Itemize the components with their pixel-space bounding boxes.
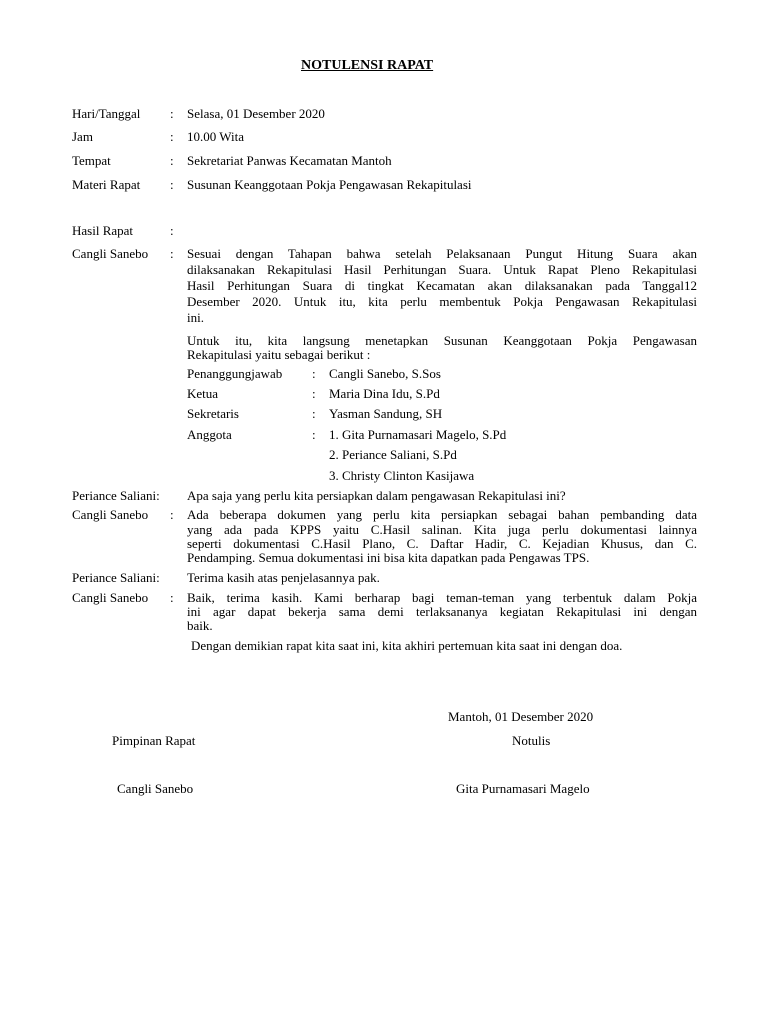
dialogue-line: Rekapitulasi yaitu sebagai berikut : <box>187 347 371 362</box>
pokja-role: Anggota <box>187 427 232 442</box>
signature-right-name: Gita Purnamasari Magelo <box>456 781 590 796</box>
dialogue-line: Desember 2020. Untuk itu, kita perlu membentuk Pokja Pengawasan Rekapitulasi <box>187 294 697 309</box>
signature-right-title: Notulis <box>512 733 551 748</box>
speaker-name: Periance Saliani: <box>72 570 160 585</box>
info-label-topic: Materi Rapat <box>72 177 141 192</box>
pokja-name: Cangli Sanebo, S.Sos <box>329 366 441 381</box>
info-value-topic: Susunan Keanggotaan Pokja Pengawasan Rekapitulasi <box>187 177 472 192</box>
info-label-time: Jam <box>72 129 93 144</box>
info-colon: : <box>170 153 174 168</box>
dialogue-line: Apa saja yang perlu kita persiapkan dalam pengawasan Rekapitulasi ini? <box>187 488 566 503</box>
info-colon: : <box>170 177 174 192</box>
pokja-name: 1. Gita Purnamasari Magelo, S.Pd <box>329 427 507 442</box>
speaker-colon: : <box>170 590 174 605</box>
pokja-role: Sekretaris <box>187 406 239 421</box>
info-label-place: Tempat <box>72 153 111 168</box>
dialogue-line: dilaksanakan Rekapitulasi Hasil Perhitungan Suara. Untuk Rapat Pleno Rekapitulasi <box>187 262 697 277</box>
signature-left-title: Pimpinan Rapat <box>112 733 196 748</box>
dialogue-line: seperti dokumentasi C.Hasil Plano, C. Daftar Hadir, C. Kejadian Khusus, dan C. <box>187 536 697 551</box>
results-colon: : <box>170 223 174 238</box>
dialogue-line: Pendamping. Semua dokumentasi ini bisa kita dapatkan pada Pengawas TPS. <box>187 550 590 565</box>
dialogue-line: baik. <box>187 618 213 633</box>
speaker-name: Periance Saliani: <box>72 488 160 503</box>
pokja-colon: : <box>312 406 316 421</box>
pokja-colon: : <box>312 427 316 442</box>
pokja-role: Penanggungjawab <box>187 366 283 381</box>
dialogue-line: ini agar dapat bekerja sama demi terlaksananya kegiatan Rekapitulasi ini dengan <box>187 604 697 619</box>
signature-place-date: Mantoh, 01 Desember 2020 <box>448 709 594 724</box>
info-value-date: Selasa, 01 Desember 2020 <box>187 106 325 121</box>
info-colon: : <box>170 106 174 121</box>
speaker-name: Cangli Sanebo <box>72 590 149 605</box>
dialogue-line: Sesuai dengan Tahapan bahwa setelah Pelaksanaan Pungut Hitung Suara akan <box>187 246 697 261</box>
page-title: NOTULENSI RAPAT <box>301 58 434 73</box>
info-colon: : <box>170 129 174 144</box>
speaker-colon: : <box>170 246 174 261</box>
speaker-name: Cangli Sanebo <box>72 507 149 522</box>
dialogue-line: Untuk itu, kita langsung menetapkan Susunan Keanggotaan Pokja Pengawasan <box>187 333 697 348</box>
dialogue-line: ini. <box>187 310 204 325</box>
info-value-time: 10.00 Wita <box>187 129 245 144</box>
closing-statement: Dengan demikian rapat kita saat ini, kita akhiri pertemuan kita saat ini dengan doa. <box>191 638 623 653</box>
speaker-name: Cangli Sanebo <box>72 246 149 261</box>
pokja-role: Ketua <box>187 386 219 401</box>
speaker-colon: : <box>170 507 174 522</box>
pokja-name: Maria Dina Idu, S.Pd <box>329 386 440 401</box>
dialogue-line: Baik, terima kasih. Kami berharap bagi teman-teman yang terbentuk dalam Pokja <box>187 590 697 605</box>
pokja-name: 3. Christy Clinton Kasijawa <box>329 468 475 483</box>
pokja-colon: : <box>312 366 316 381</box>
signature-left-name: Cangli Sanebo <box>117 781 194 796</box>
dialogue-line: Terima kasih atas penjelasannya pak. <box>187 570 380 585</box>
pokja-name: 2. Periance Saliani, S.Pd <box>329 447 457 462</box>
dialogue-line: Ada beberapa dokumen yang perlu kita persiapkan sebagai bahan pembanding data <box>187 507 697 522</box>
dialogue-line: yang ada pada KPPS yaitu C.Hasil salinan. Kita juga perlu dokumentasi lainnya <box>187 522 697 537</box>
info-label-date: Hari/Tanggal <box>72 106 141 121</box>
pokja-name: Yasman Sandung, SH <box>329 406 443 421</box>
results-label: Hasil Rapat <box>72 223 134 238</box>
dialogue-line: Hasil Perhitungan Suara di tingkat Kecamatan akan dilaksanakan pada Tanggal12 <box>187 278 697 293</box>
info-value-place: Sekretariat Panwas Kecamatan Mantoh <box>187 153 392 168</box>
pokja-colon: : <box>312 386 316 401</box>
